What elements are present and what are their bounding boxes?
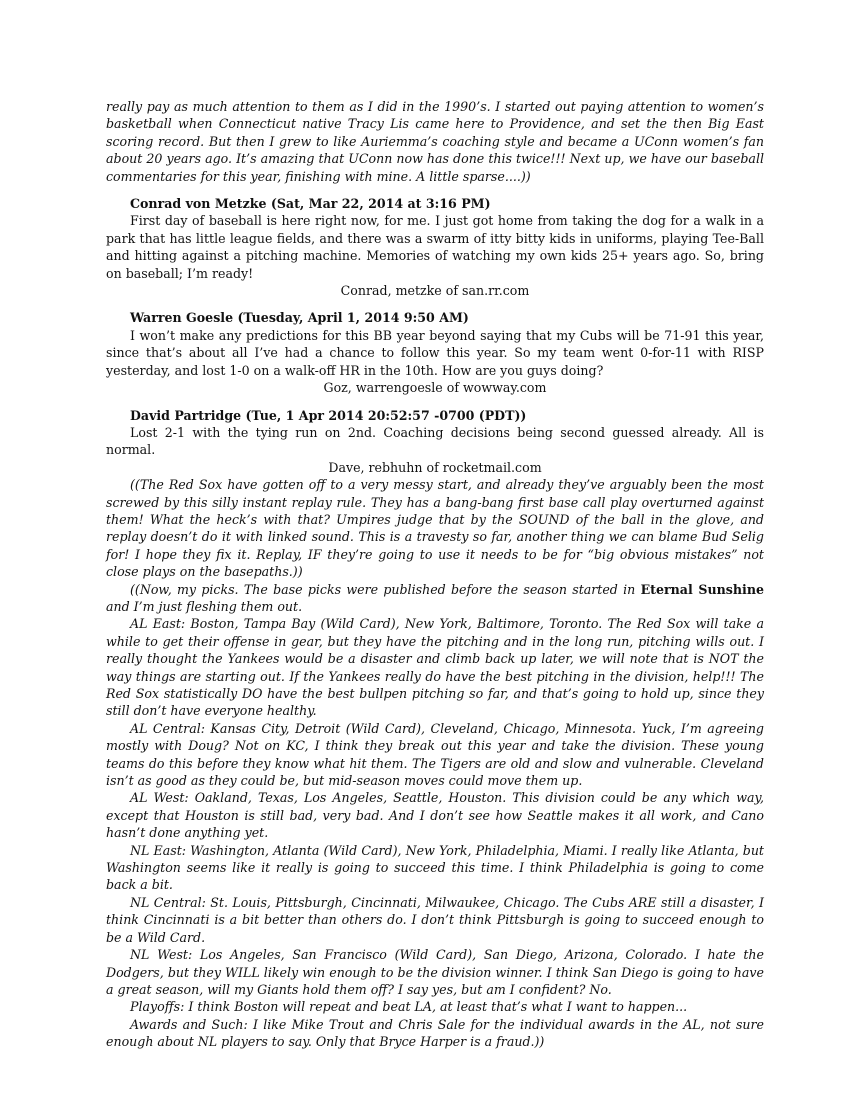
awards-paragraph: Awards and Such: I like Mike Trout and Chris Sale for the individual awards in the AL, not sure enough about NL players to say. Only that Bryce Harper is a fraud.)) bbox=[106, 1016, 764, 1050]
document-page bbox=[106, 98, 764, 1051]
letter-signature: Dave, rebhuhn of rocketmail.com bbox=[328, 459, 542, 475]
letter-heading: Warren Goesle (Tuesday, April 1, 2014 9:50 AM) bbox=[130, 310, 469, 326]
al-west-paragraph: AL West: Oakland, Texas, Los Angeles, Seattle, Houston. This division could be any which way, except that Houston is still bad, very bad. And I don’t see how Seattle makes it all work, and Cano hasn’t done anything yet. bbox=[106, 790, 764, 841]
picks-intro-text: ((Now, my picks. The base picks were published before the season started in bbox=[130, 581, 636, 597]
nl-west-paragraph: NL West: Los Angeles, San Francisco (Wild Card), San Diego, Arizona, Colorado. I hate the Dodgers, but they WILL likely win enough to be the division winner. I think San Diego is going to have a great season, will my Giants hold them off? I say yes, but am I confident? No. bbox=[106, 947, 764, 997]
publication-title: Eternal Sunshine bbox=[640, 581, 764, 597]
playoffs-paragraph: Playoffs: I think Boston will repeat and beat LA, at least that’s what I want to happen... bbox=[130, 999, 688, 1015]
replay-paragraph: ((The Red Sox have gotten off to a very messy start, and already they’ve arguably been the most screwed by this silly instant replay rule. They has a bang-bang first base call play overturned against them! What the heck’s with that? Umpires judge that by the SOUND of the ball in the glove, and replay doesn’t do it with linked sound. This is a travesty so far, another thing we can blame Bud Selig for! I hope they fix it. Replay, IF they’re going to use it needs to be for “big obvious mistakes” not close plays on the basepaths.)) bbox=[106, 477, 764, 580]
letter-body: First day of baseball is here right now, for me. I just got home from taking the dog for a walk in a park that has little league fields, and there was a swarm of itty bitty kids in uniforms, playing Tee-Ball and hitting against a pitching machine. Memories of watching my own kids 25+ years ago. So, bring on baseball; I’m ready! bbox=[106, 213, 764, 281]
intro-paragraph: really pay as much attention to them as I did in the 1990’s. I started out paying attention to women’s basketball when Connecticut native Tracy Lis came here to Providence, and set the then Big East scoring record. But then I grew to like Auriemma’s coaching style and became a UConn women’s fan about 20 years ago. It’s amazing that UConn now has done this twice!!! Next up, we have our baseball commentaries for this year, finishing with mine. A little sparse....)) bbox=[106, 99, 764, 184]
letter-heading: David Partridge (Tue, 1 Apr 2014 20:52:57 -0700 (PDT)) bbox=[130, 407, 527, 423]
letter-david bbox=[106, 407, 764, 477]
letter-heading: Conrad von Metzke (Sat, Mar 22, 2014 at 3:16 PM) bbox=[130, 196, 491, 212]
letter-body: Lost 2-1 with the tying run on 2nd. Coaching decisions being second guessed already. All is normal. bbox=[106, 424, 764, 458]
letter-warren bbox=[106, 309, 764, 396]
editor-reply bbox=[106, 476, 764, 1050]
nl-central-paragraph: NL Central: St. Louis, Pittsburgh, Cincinnati, Milwaukee, Chicago. The Cubs ARE still a disaster, I think Cincinnati is a bit better than others do. I don’t think Pittsburgh is going to succeed enough to be a Wild Card. bbox=[106, 894, 764, 945]
nl-east-paragraph: NL East: Washington, Atlanta (Wild Card), New York, Philadelphia, Miami. I really like Atlanta, but Washington seems like it really is going to succeed this time. I think Philadelphia is going to come back a bit. bbox=[106, 842, 764, 893]
picks-intro-paragraph bbox=[106, 581, 764, 616]
picks-intro-tail: and I’m just fleshing them out. bbox=[106, 598, 303, 614]
letter-conrad bbox=[106, 195, 764, 299]
al-east-paragraph: AL East: Boston, Tampa Bay (Wild Card), New York, Baltimore, Toronto. The Red Sox will take a while to get their offense in gear, but they have the pitching and in the long run, pitching wills out. I really thought the Yankees would be a disaster and climb back up later, we will note that is NOT the way things are starting out. If the Yankees really do have the best pitching in the division, help!!! The Red Sox statistically DO have the best bullpen pitching so far, and that’s going to hold up, since they still don’t have everyone healthy. bbox=[106, 616, 764, 719]
letter-signature: Conrad, metzke of san.rr.com bbox=[340, 283, 530, 299]
al-central-paragraph: AL Central: Kansas City, Detroit (Wild Card), Cleveland, Chicago, Minnesota. Yuck, I’m agreeing mostly with Doug? Not on KC, I think they break out this year and take the division. These young teams do this before they know what hit them. The Tigers are old and slow and vulnerable. Cleveland isn’t as good as they could be, but mid-season moves could move them up. bbox=[106, 720, 764, 789]
letter-signature: Goz, warrengoesle of wowway.com bbox=[323, 380, 547, 396]
letter-body: I won’t make any predictions for this BB year beyond saying that my Cubs will be 71-91 this year, since that’s about all I’ve had a chance to follow this year. So my team went 0-for-11 with RISP yesterday, and lost 1-0 on a walk-off HR in the 10th. How are you guys doing? bbox=[106, 327, 764, 378]
